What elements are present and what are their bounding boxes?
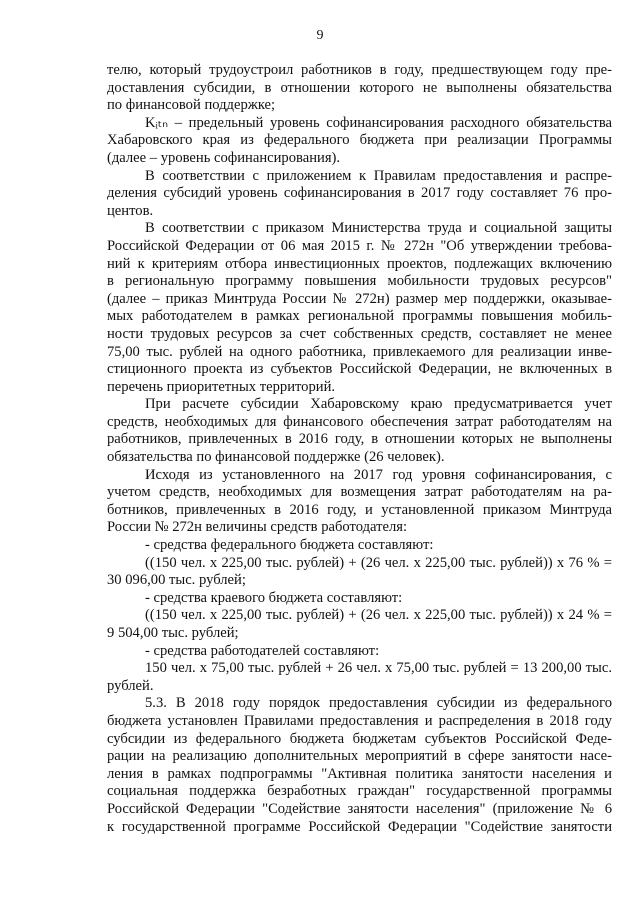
- text-line: бюджета установлен Правилами предоставления и распределения в 2018 году: [107, 712, 612, 729]
- text-line: (далее – приказ Минтруда России № 272н) размер мер поддержки, оказывае-: [107, 290, 612, 307]
- text-line: телю, который трудоустроил работников в году, предшествующем году пре-: [107, 62, 612, 78]
- text-line: средств, необходимых для финансового обеспечения затрат работодателям на: [107, 413, 612, 430]
- text-line: субсидии из федерального бюджета бюджетам субъектов Российской Феде-: [107, 730, 612, 747]
- text-line: деления субсидий уровень софинансирования в 2017 году составляет 76 про-: [107, 185, 612, 202]
- text-line: (далее – уровень софинансирования).: [107, 149, 341, 166]
- text-line: 5.3. В 2018 году порядок предоставления субсидии из федерального: [145, 695, 612, 712]
- text-line: В соответствии с приложением к Правилам предоставления и распре-: [145, 167, 612, 184]
- text-line: ний к критериям отбора инвестиционных проектов, подлежащих включению: [107, 255, 612, 272]
- text-line: 150 чел. x 75,00 тыс. рублей + 26 чел. x 75,00 тыс. рублей = 13 200,00 тыс.: [145, 660, 612, 677]
- document-body: [107, 62, 612, 836]
- text-line: рации на реализацию дополнительных мероприятий в сфере занятости насе-: [107, 748, 612, 765]
- text-line: работников, привлеченных в 2016 году, в отношении которых не выполнены: [107, 431, 612, 448]
- text-line: В соответствии с приказом Министерства труда и социальной защиты: [145, 220, 612, 237]
- text-line: рублей.: [107, 677, 154, 694]
- text-line: ности трудовых ресурсов за счет собственных средств, составляет не менее: [107, 325, 612, 342]
- text-line: по финансовой поддержке;: [107, 97, 276, 114]
- text-line: обязательства по финансовой поддержке (26 человек).: [107, 449, 445, 466]
- text-line: ((150 чел. x 225,00 тыс. рублей) + (26 чел. x 225,00 тыс. рублей)) x 24 % =: [145, 607, 612, 624]
- page-number: 9: [316, 28, 324, 43]
- text-line: перечень приоритетных территорий.: [107, 378, 336, 395]
- text-line: Хабаровского края из федерального бюджета при реализации Программы: [107, 132, 612, 149]
- text-line: Российской Федерации "Содействие занятости населения" (приложение № 6: [107, 800, 612, 817]
- text-line: центов.: [107, 202, 154, 219]
- text-line: ления в рамках подпрограммы "Активная политика занятости населения и: [107, 765, 612, 782]
- text-line: Исходя из установленного на 2017 год уровня софинансирования, с: [145, 466, 612, 483]
- text-line: - средства федерального бюджета составляют:: [145, 537, 434, 554]
- text-line: 30 096,00 тыс. рублей;: [107, 572, 246, 589]
- text-line: стиционного проекта из субъектов Российской Федерации, не включенных в: [107, 361, 612, 378]
- text-line: ботников, привлеченных в 2016 году, и установленной приказом Минтруда: [107, 501, 612, 518]
- text-line: к государственной программе Российской Федерации "Содействие занятости: [107, 818, 612, 835]
- text-line: России № 272н величины средств работодателя:: [107, 519, 408, 536]
- text-line: Российской Федерации от 06 мая 2015 г. № 272н "Об утверждении требова-: [107, 237, 612, 254]
- text-line: социальная поддержка безработных граждан" государственной программы: [107, 783, 612, 800]
- text-line: учетом средств, необходимых для возмещения затрат работодателям на ра-: [107, 484, 612, 501]
- text-line: 75,00 тыс. рублей на одного работника, привлекаемого для реализации инве-: [107, 343, 612, 360]
- text-line: - средства краевого бюджета составляют:: [145, 589, 403, 606]
- text-line: в региональную программу повышения мобильности трудовых ресурсов": [107, 273, 612, 290]
- text-line: доставления субсидии, в отношении которого не выполнены обязательства: [107, 79, 612, 96]
- text-line: Kᵢₜₙ – предельный уровень софинансирования расходного обязательства: [145, 114, 612, 131]
- text-line: - средства работодателей составляют:: [145, 642, 380, 659]
- text-line: ((150 чел. x 225,00 тыс. рублей) + (26 чел. x 225,00 тыс. рублей)) x 76 % =: [145, 554, 612, 571]
- text-line: 9 504,00 тыс. рублей;: [107, 625, 239, 641]
- text-line: При расчете субсидии Хабаровскому краю предусматривается учет: [145, 396, 612, 413]
- text-line: мых работодателем в рамках региональной программы повышения мобиль-: [107, 308, 612, 325]
